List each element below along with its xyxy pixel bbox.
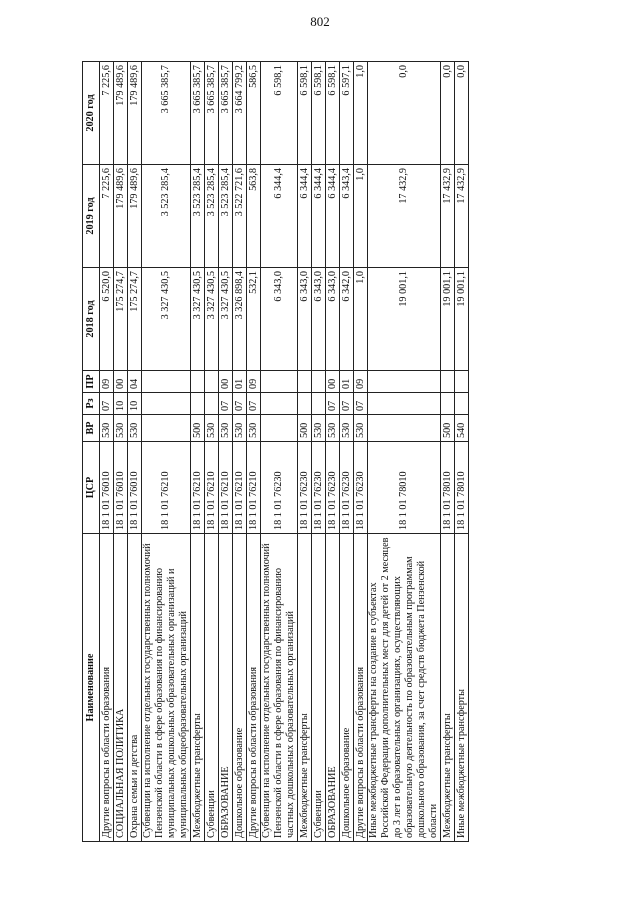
cell-name: Дошкольное образование — [340, 534, 354, 842]
cell-y2019: 3 523 285,4 — [219, 165, 233, 268]
cell-y2020: 3 665 385,7 — [191, 62, 205, 165]
cell-y2018: 6 343,0 — [298, 268, 312, 371]
cell-y2020: 0,0 — [455, 62, 469, 165]
cell-pr: 01 — [340, 371, 354, 393]
cell-vr: 530 — [100, 415, 114, 442]
cell-vr — [368, 415, 441, 442]
cell-pr: 09 — [354, 371, 368, 393]
header-2018: 2018 год — [83, 268, 100, 371]
cell-name: Другие вопросы в области образования — [100, 534, 114, 842]
cell-y2019: 3 522 721,6 — [233, 165, 247, 268]
cell-y2019: 6 344,4 — [261, 165, 298, 268]
cell-rz: 10 — [128, 393, 142, 415]
cell-y2018: 3 327 430,5 — [142, 268, 191, 371]
cell-pr — [191, 371, 205, 393]
cell-pr: 09 — [100, 371, 114, 393]
cell-pr — [298, 371, 312, 393]
cell-y2020: 0,0 — [368, 62, 441, 165]
cell-csr: 18 1 01 76010 — [100, 442, 114, 534]
header-2019: 2019 год — [83, 165, 100, 268]
cell-name: СОЦИАЛЬНАЯ ПОЛИТИКА — [114, 534, 128, 842]
cell-y2018: 3 327 430,5 — [191, 268, 205, 371]
cell-y2020: 179 489,6 — [114, 62, 128, 165]
cell-csr: 18 1 01 76210 — [205, 442, 219, 534]
cell-y2020: 3 665 385,7 — [219, 62, 233, 165]
cell-rz — [455, 393, 469, 415]
table-row — [368, 62, 441, 842]
cell-y2020: 7 225,6 — [100, 62, 114, 165]
cell-y2019: 1,0 — [354, 165, 368, 268]
cell-vr: 500 — [191, 415, 205, 442]
cell-rz — [441, 393, 455, 415]
cell-y2020: 179 489,6 — [128, 62, 142, 165]
cell-y2019: 179 489,6 — [128, 165, 142, 268]
cell-csr: 18 1 01 78010 — [441, 442, 455, 534]
cell-pr: 00 — [326, 371, 340, 393]
cell-y2020: 3 665 385,7 — [205, 62, 219, 165]
table-row — [233, 62, 247, 842]
cell-name: Межбюджетные трансферты — [191, 534, 205, 842]
header-vr: ВР — [83, 415, 100, 442]
cell-pr: 01 — [233, 371, 247, 393]
cell-rz — [142, 393, 191, 415]
page-number: 802 — [310, 14, 330, 29]
cell-rz — [368, 393, 441, 415]
cell-y2020: 3 664 799,2 — [233, 62, 247, 165]
cell-y2020: 6 598,1 — [298, 62, 312, 165]
cell-rz: 07 — [326, 393, 340, 415]
cell-rz — [312, 393, 326, 415]
cell-csr: 18 1 01 76230 — [312, 442, 326, 534]
cell-y2019: 17 432,9 — [368, 165, 441, 268]
cell-name: ОБРАЗОВАНИЕ — [326, 534, 340, 842]
cell-csr: 18 1 01 76230 — [298, 442, 312, 534]
cell-y2019: 6 344,4 — [326, 165, 340, 268]
table-row — [312, 62, 326, 842]
cell-rz: 07 — [100, 393, 114, 415]
cell-csr: 18 1 01 76230 — [354, 442, 368, 534]
cell-y2019: 6 344,4 — [298, 165, 312, 268]
cell-y2019: 179 489,6 — [114, 165, 128, 268]
cell-name: Субвенции на исполнение отдельных государственных полномочий Пензенской области в сфере образования по финансированию муниципальных дошкольных образовательных организаций и муниципальных общеобразовательных организаций — [142, 534, 191, 842]
cell-rz — [205, 393, 219, 415]
cell-pr — [142, 371, 191, 393]
cell-csr: 18 1 01 76010 — [114, 442, 128, 534]
cell-vr — [142, 415, 191, 442]
cell-y2020: 0,0 — [441, 62, 455, 165]
cell-vr — [261, 415, 298, 442]
cell-vr: 530 — [340, 415, 354, 442]
cell-y2019: 17 432,9 — [455, 165, 469, 268]
cell-csr: 18 1 01 76210 — [191, 442, 205, 534]
cell-csr: 18 1 01 78010 — [455, 442, 469, 534]
cell-pr: 00 — [219, 371, 233, 393]
cell-pr: 00 — [114, 371, 128, 393]
cell-pr — [312, 371, 326, 393]
table-row — [191, 62, 205, 842]
table-row — [354, 62, 368, 842]
cell-rz: 07 — [340, 393, 354, 415]
cell-vr: 530 — [326, 415, 340, 442]
table-row — [114, 62, 128, 842]
cell-y2020: 6 597,1 — [340, 62, 354, 165]
budget-table — [82, 61, 469, 842]
cell-y2020: 3 665 385,7 — [142, 62, 191, 165]
cell-rz — [298, 393, 312, 415]
cell-name: ОБРАЗОВАНИЕ — [219, 534, 233, 842]
cell-vr: 500 — [298, 415, 312, 442]
cell-y2019: 3 523 285,4 — [191, 165, 205, 268]
cell-vr: 530 — [205, 415, 219, 442]
cell-name: Субвенции на исполнение отдельных государственных полномочий Пензенской области в сфере образования по финансированию частных дошкольных образовательных организаций — [261, 534, 298, 842]
table-row — [100, 62, 114, 842]
cell-name: Межбюджетные трансферты — [441, 534, 455, 842]
table-row — [298, 62, 312, 842]
cell-rz — [191, 393, 205, 415]
table-row — [340, 62, 354, 842]
cell-vr: 530 — [354, 415, 368, 442]
cell-vr: 530 — [312, 415, 326, 442]
table-row — [441, 62, 455, 842]
cell-rz: 07 — [233, 393, 247, 415]
cell-csr: 18 1 01 76210 — [219, 442, 233, 534]
cell-y2018: 3 327 430,5 — [219, 268, 233, 371]
rotated-table-container — [82, 62, 557, 842]
cell-csr: 18 1 01 78010 — [368, 442, 441, 534]
cell-y2018: 6 343,0 — [312, 268, 326, 371]
cell-vr: 530 — [114, 415, 128, 442]
cell-csr: 18 1 01 76010 — [128, 442, 142, 534]
cell-name: Межбюджетные трансферты — [298, 534, 312, 842]
cell-vr: 530 — [219, 415, 233, 442]
header-name: Наименование — [83, 534, 100, 842]
cell-name: Другие вопросы в области образования — [247, 534, 261, 842]
cell-y2018: 6 342,0 — [340, 268, 354, 371]
cell-name: Дошкольное образование — [233, 534, 247, 842]
table-row — [326, 62, 340, 842]
table-header-row — [83, 62, 100, 842]
cell-y2018: 532,1 — [247, 268, 261, 371]
cell-y2018: 3 326 898,4 — [233, 268, 247, 371]
cell-pr — [368, 371, 441, 393]
header-rz: Рз — [83, 393, 100, 415]
cell-csr: 18 1 01 76230 — [261, 442, 298, 534]
cell-pr: 04 — [128, 371, 142, 393]
cell-rz: 10 — [114, 393, 128, 415]
cell-vr: 530 — [247, 415, 261, 442]
cell-csr: 18 1 01 76210 — [142, 442, 191, 534]
cell-vr: 530 — [128, 415, 142, 442]
cell-pr — [455, 371, 469, 393]
cell-y2018: 6 343,0 — [326, 268, 340, 371]
cell-csr: 18 1 01 76210 — [247, 442, 261, 534]
cell-name: Иные межбюджетные трансферты на создание в субъектах Российской Федерации дополнительных мест для детей от 2 месяцев до 3 лет в образовательных организациях, осуществляющих образовательную деятельность по образовательным программам дошкольного образования, за счет средств бюджета Пензенской области — [368, 534, 441, 842]
cell-vr: 530 — [233, 415, 247, 442]
cell-pr — [205, 371, 219, 393]
cell-y2019: 3 523 285,4 — [205, 165, 219, 268]
table-row — [142, 62, 191, 842]
cell-y2018: 175 274,7 — [128, 268, 142, 371]
cell-y2020: 1,0 — [354, 62, 368, 165]
table-row — [247, 62, 261, 842]
cell-pr — [441, 371, 455, 393]
cell-vr: 500 — [441, 415, 455, 442]
cell-y2019: 563,8 — [247, 165, 261, 268]
header-2020: 2020 год — [83, 62, 100, 165]
cell-name: Субвенции — [205, 534, 219, 842]
cell-vr: 540 — [455, 415, 469, 442]
cell-rz: 07 — [247, 393, 261, 415]
cell-y2019: 6 344,4 — [312, 165, 326, 268]
header-pr: ПР — [83, 371, 100, 393]
table-row — [128, 62, 142, 842]
cell-name: Иные межбюджетные трансферты — [455, 534, 469, 842]
cell-rz: 07 — [354, 393, 368, 415]
cell-rz: 07 — [219, 393, 233, 415]
table-row — [261, 62, 298, 842]
cell-y2018: 6 343,0 — [261, 268, 298, 371]
cell-pr: 09 — [247, 371, 261, 393]
cell-y2020: 6 598,1 — [312, 62, 326, 165]
cell-name: Другие вопросы в области образования — [354, 534, 368, 842]
table-row — [455, 62, 469, 842]
cell-y2019: 17 432,9 — [441, 165, 455, 268]
cell-y2018: 19 001,1 — [441, 268, 455, 371]
table-row — [205, 62, 219, 842]
table-body — [100, 62, 469, 842]
cell-y2018: 1,0 — [354, 268, 368, 371]
cell-y2018: 19 001,1 — [455, 268, 469, 371]
header-csr: ЦСР — [83, 442, 100, 534]
table-row — [219, 62, 233, 842]
cell-csr: 18 1 01 76210 — [233, 442, 247, 534]
cell-y2018: 3 327 430,5 — [205, 268, 219, 371]
cell-csr: 18 1 01 76230 — [340, 442, 354, 534]
cell-pr — [261, 371, 298, 393]
cell-y2019: 6 343,4 — [340, 165, 354, 268]
cell-y2020: 6 598,1 — [326, 62, 340, 165]
cell-rz — [261, 393, 298, 415]
cell-y2019: 7 225,6 — [100, 165, 114, 268]
cell-y2018: 19 001,1 — [368, 268, 441, 371]
cell-csr: 18 1 01 76230 — [326, 442, 340, 534]
cell-y2020: 6 598,1 — [261, 62, 298, 165]
cell-y2018: 6 520,0 — [100, 268, 114, 371]
cell-name: Охрана семьи и детства — [128, 534, 142, 842]
cell-name: Субвенции — [312, 534, 326, 842]
cell-y2018: 175 274,7 — [114, 268, 128, 371]
cell-y2020: 586,5 — [247, 62, 261, 165]
cell-y2019: 3 523 285,4 — [142, 165, 191, 268]
